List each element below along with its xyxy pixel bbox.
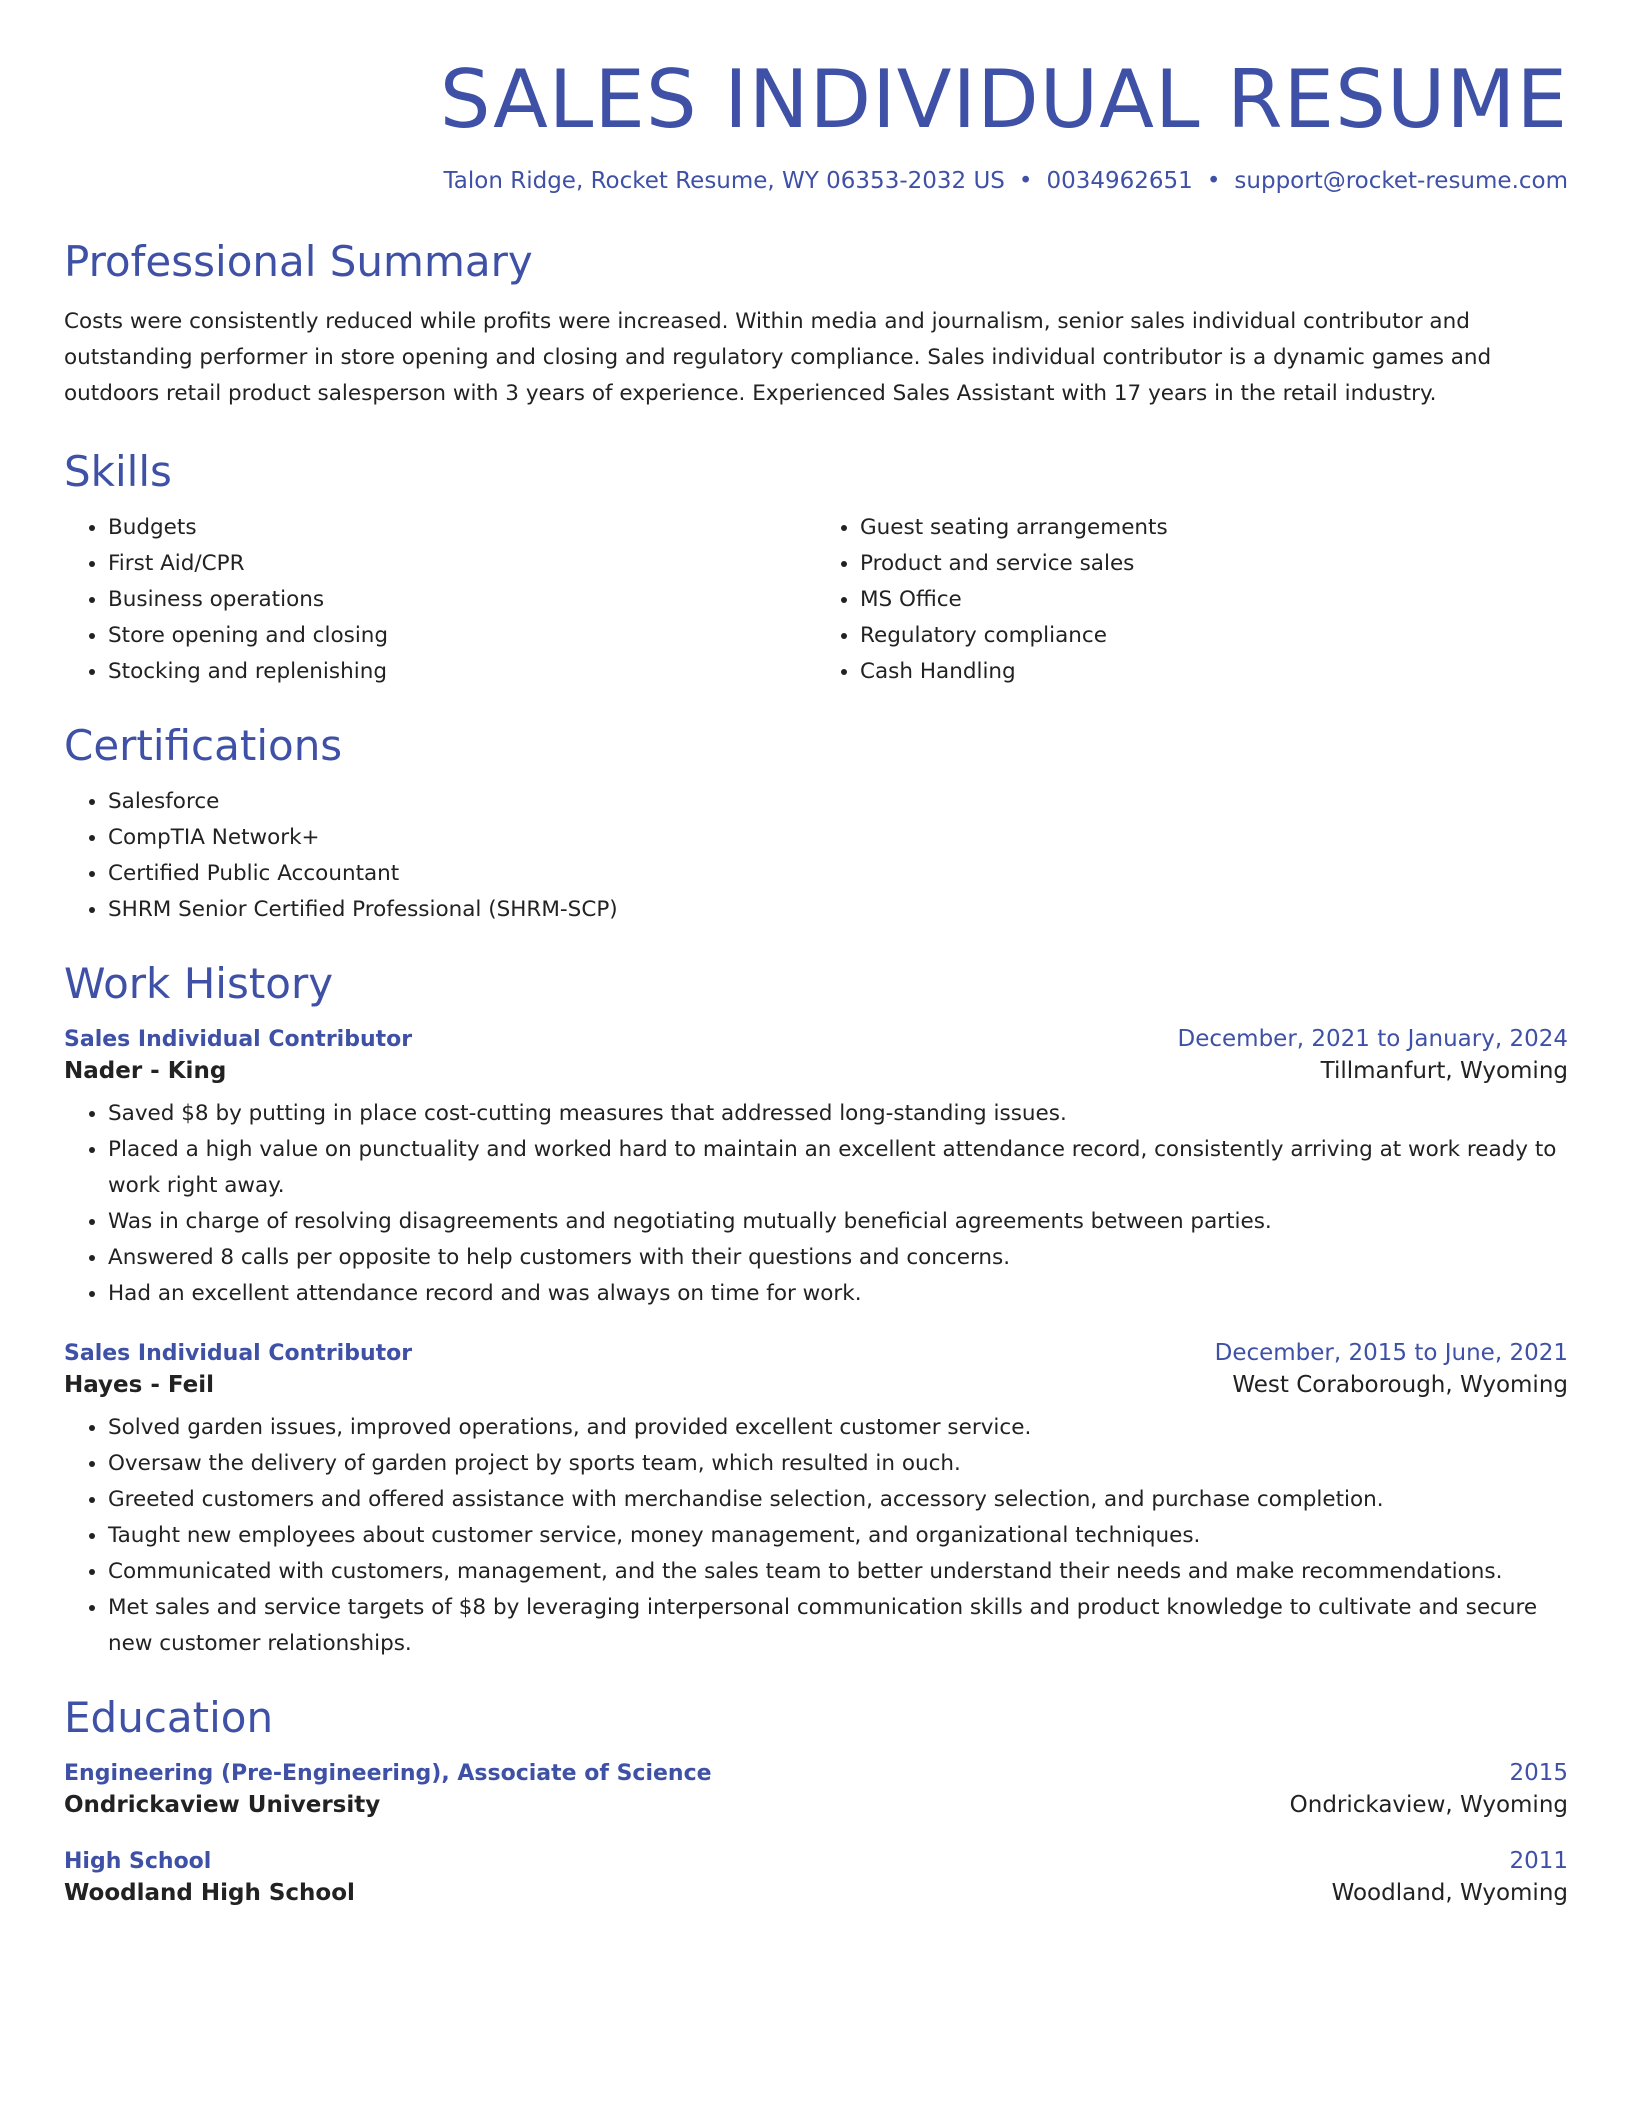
- resume-header: [64, 0, 1568, 194]
- contact-phone: 0034962651: [1046, 168, 1193, 194]
- job-role: Sales Individual Contributor: [64, 1027, 413, 1052]
- education-degree: Engineering (Pre-Engineering), Associate of Science: [64, 1761, 712, 1786]
- job-dates: December, 2015 to June, 2021: [1214, 1340, 1568, 1366]
- education-school-row: [64, 1874, 1568, 1906]
- skills-list-right: [816, 510, 1568, 690]
- job-location: Tillmanfurt, Wyoming: [1320, 1058, 1568, 1084]
- job-bullet: • Answered 8 calls per opposite to help customers with their questions and concerns.: [108, 1240, 1568, 1276]
- resume-title: SALES INDIVIDUAL RESUME: [439, 53, 1568, 146]
- skill-item: • Budgets: [108, 510, 816, 546]
- education-school: Ondrickaview University: [64, 1792, 381, 1818]
- education-heading: Education: [64, 1693, 274, 1742]
- education-location: Ondrickaview, Wyoming: [1289, 1792, 1568, 1818]
- job-company: Hayes - Feil: [64, 1372, 215, 1398]
- certification-item: • CompTIA Network+: [108, 820, 1568, 856]
- certification-item: • Salesforce: [108, 784, 1568, 820]
- education-school: Woodland High School: [64, 1880, 355, 1906]
- work-history-section: [64, 958, 1568, 1662]
- education-year: 2011: [1509, 1848, 1568, 1874]
- job-bullets: [64, 1096, 1568, 1312]
- summary-text: Costs were consistently reduced while profits were increased. Within media and journalism, senior sales individual contributor and outstanding performer in store opening and closing and regulatory compliance. Sales individual contributor is a dynamic games and outdoors retail product salesperson with 3 years of experience. Experienced Sales Assistant with 17 years in the retail industry.: [64, 309, 1492, 406]
- certifications-section: [64, 720, 1568, 928]
- job-location: West Coraborough, Wyoming: [1232, 1372, 1568, 1398]
- skills-section: [64, 446, 1568, 690]
- skill-item: • MS Office: [860, 582, 1568, 618]
- job-bullet: • Was in charge of resolving disagreements and negotiating mutually beneficial agreements between parties.: [108, 1204, 1568, 1240]
- certification-item: • SHRM Senior Certified Professional (SHRM-SCP): [108, 892, 1568, 928]
- skill-item: • Product and service sales: [860, 546, 1568, 582]
- skill-item: • Stocking and replenishing: [108, 654, 816, 690]
- skill-item: • Cash Handling: [860, 654, 1568, 690]
- skill-item: • Store opening and closing: [108, 618, 816, 654]
- job-bullet: • Greeted customers and offered assistance with merchandise selection, accessory selection, and purchase completion.: [108, 1482, 1568, 1518]
- education-header-row: [64, 1848, 1568, 1874]
- skills-list-left: [64, 510, 816, 690]
- contact-separator: •: [1206, 168, 1221, 194]
- contact-email[interactable]: support@rocket-resume.com: [1234, 168, 1568, 194]
- job-bullet: • Communicated with customers, management, and the sales team to better understand their needs and make recommendations.: [108, 1554, 1568, 1590]
- job-bullet: • Oversaw the delivery of garden project by sports team, which resulted in ouch.: [108, 1446, 1568, 1482]
- job-bullet: • Taught new employees about customer service, money management, and organizational techniques.: [108, 1518, 1568, 1554]
- job-bullet: • Saved $8 by putting in place cost-cutting measures that addressed long-standing issues.: [108, 1096, 1568, 1132]
- education-section: [64, 1692, 1568, 1906]
- job-bullet: • Met sales and service targets of $8 by leveraging interpersonal communication skills and product knowledge to cultivate and secure new customer relationships.: [108, 1590, 1568, 1662]
- job-entry: [64, 1026, 1568, 1312]
- summary-section: [64, 236, 1568, 412]
- job-bullet: • Placed a high value on punctuality and worked hard to maintain an excellent attendance record, consistently arriving at work ready to work right away.: [108, 1132, 1568, 1204]
- education-entry: [64, 1760, 1568, 1818]
- job-dates: December, 2021 to January, 2024: [1177, 1026, 1568, 1052]
- education-degree: High School: [64, 1849, 212, 1874]
- job-company-row: [64, 1366, 1568, 1398]
- skill-item: • Regulatory compliance: [860, 618, 1568, 654]
- certification-item: • Certified Public Accountant: [108, 856, 1568, 892]
- job-header-row: [64, 1026, 1568, 1052]
- skills-columns: [64, 498, 1568, 690]
- certifications-heading: Certifications: [64, 721, 343, 770]
- skill-item: • First Aid/CPR: [108, 546, 816, 582]
- education-year: 2015: [1509, 1760, 1568, 1786]
- skill-item: • Guest seating arrangements: [860, 510, 1568, 546]
- job-bullets: [64, 1410, 1568, 1662]
- education-school-row: [64, 1786, 1568, 1818]
- job-header-row: [64, 1340, 1568, 1366]
- contact-line: [64, 168, 1568, 194]
- job-bullet: • Solved garden issues, improved operations, and provided excellent customer service.: [108, 1410, 1568, 1446]
- contact-address: Talon Ridge, Rocket Resume, WY 06353-2032 US: [443, 168, 1005, 194]
- education-header-row: [64, 1760, 1568, 1786]
- contact-separator: •: [1018, 168, 1033, 194]
- job-company: Nader - King: [64, 1058, 227, 1084]
- education-location: Woodland, Wyoming: [1331, 1880, 1568, 1906]
- work-history-heading: Work History: [64, 959, 334, 1008]
- job-role: Sales Individual Contributor: [64, 1341, 413, 1366]
- skill-item: • Business operations: [108, 582, 816, 618]
- education-entry: [64, 1848, 1568, 1906]
- certifications-list: [64, 784, 1568, 928]
- job-bullet: • Had an excellent attendance record and was always on time for work.: [108, 1276, 1568, 1312]
- job-company-row: [64, 1052, 1568, 1084]
- summary-heading: Professional Summary: [64, 237, 533, 286]
- job-entry: [64, 1340, 1568, 1662]
- skills-heading: Skills: [64, 447, 172, 496]
